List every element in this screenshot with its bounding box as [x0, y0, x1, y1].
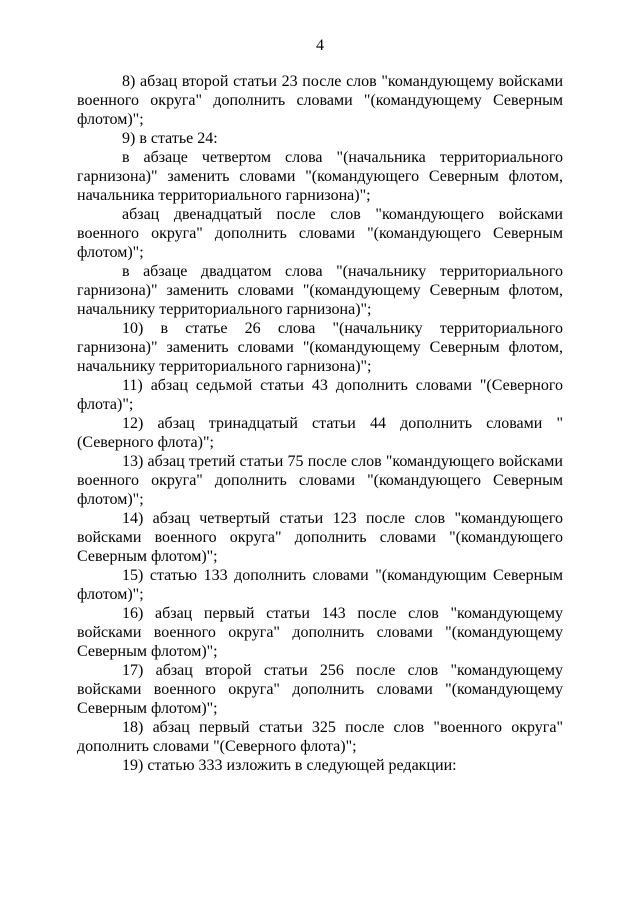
paragraph-item-9-sub-3: в абзаце двадцатом слова "(начальнику территориального гарнизона)" заменить словами "(командующему Северным флотом, начальнику территориального гарнизона)"; — [77, 263, 563, 318]
paragraph-item-19: 19) статью 333 изложить в следующей редакции: — [122, 757, 457, 774]
paragraph-item-14: 14) абзац четвертый статьи 123 после слов "командующего войсками военного округа" дополнить словами "(командующего Северным флотом)"; — [77, 510, 563, 565]
paragraph-item-18: 18) абзац первый статьи 325 после слов "военного округа" дополнить словами "(Северного флота)"; — [77, 719, 563, 755]
paragraph-item-9: 9) в статье 24: — [122, 130, 218, 147]
paragraph-item-16: 16) абзац первый статьи 143 после слов "командующему войсками военного округа" дополнить словами "(командующему Северным флотом)"; — [77, 605, 563, 660]
paragraph-item-10: 10) в статье 26 слова "(начальнику территориального гарнизона)" заменить словами "(командующему Северным флотом, начальнику территориального гарнизона)"; — [77, 320, 563, 375]
page-number: 4 — [316, 37, 324, 54]
paragraph-item-9-sub-1: в абзаце четвертом слова "(начальника территориального гарнизона)" заменить словами "(командующего Северным флотом, начальника территориального гарнизона)"; — [77, 149, 563, 204]
paragraph-item-9-sub-2: абзац двенадцатый после слов "командующего войсками военного округа" дополнить словами "(командующего Северным флотом)"; — [77, 206, 563, 261]
paragraph-item-8: 8) абзац второй статьи 23 после слов "командующему войсками военного округа" дополнить словами "(командующему Северным флотом)"; — [77, 73, 563, 128]
paragraph-item-17: 17) абзац второй статьи 256 после слов "командующему войсками военного округа" дополнить словами "(командующему Северным флотом)"; — [77, 662, 563, 717]
paragraph-item-15: 15) статью 133 дополнить словами "(командующим Северным флотом)"; — [77, 567, 563, 603]
document-body — [77, 72, 563, 775]
paragraph-item-13: 13) абзац третий статьи 75 после слов "командующего войсками военного округа" дополнить словами "(командующего Северным флотом)"; — [77, 453, 563, 508]
paragraph-item-12: 12) абзац тринадцатый статьи 44 дополнить словами "(Северного флота)"; — [77, 415, 563, 451]
paragraph-item-11: 11) абзац седьмой статьи 43 дополнить словами "(Северного флота)"; — [77, 377, 563, 413]
